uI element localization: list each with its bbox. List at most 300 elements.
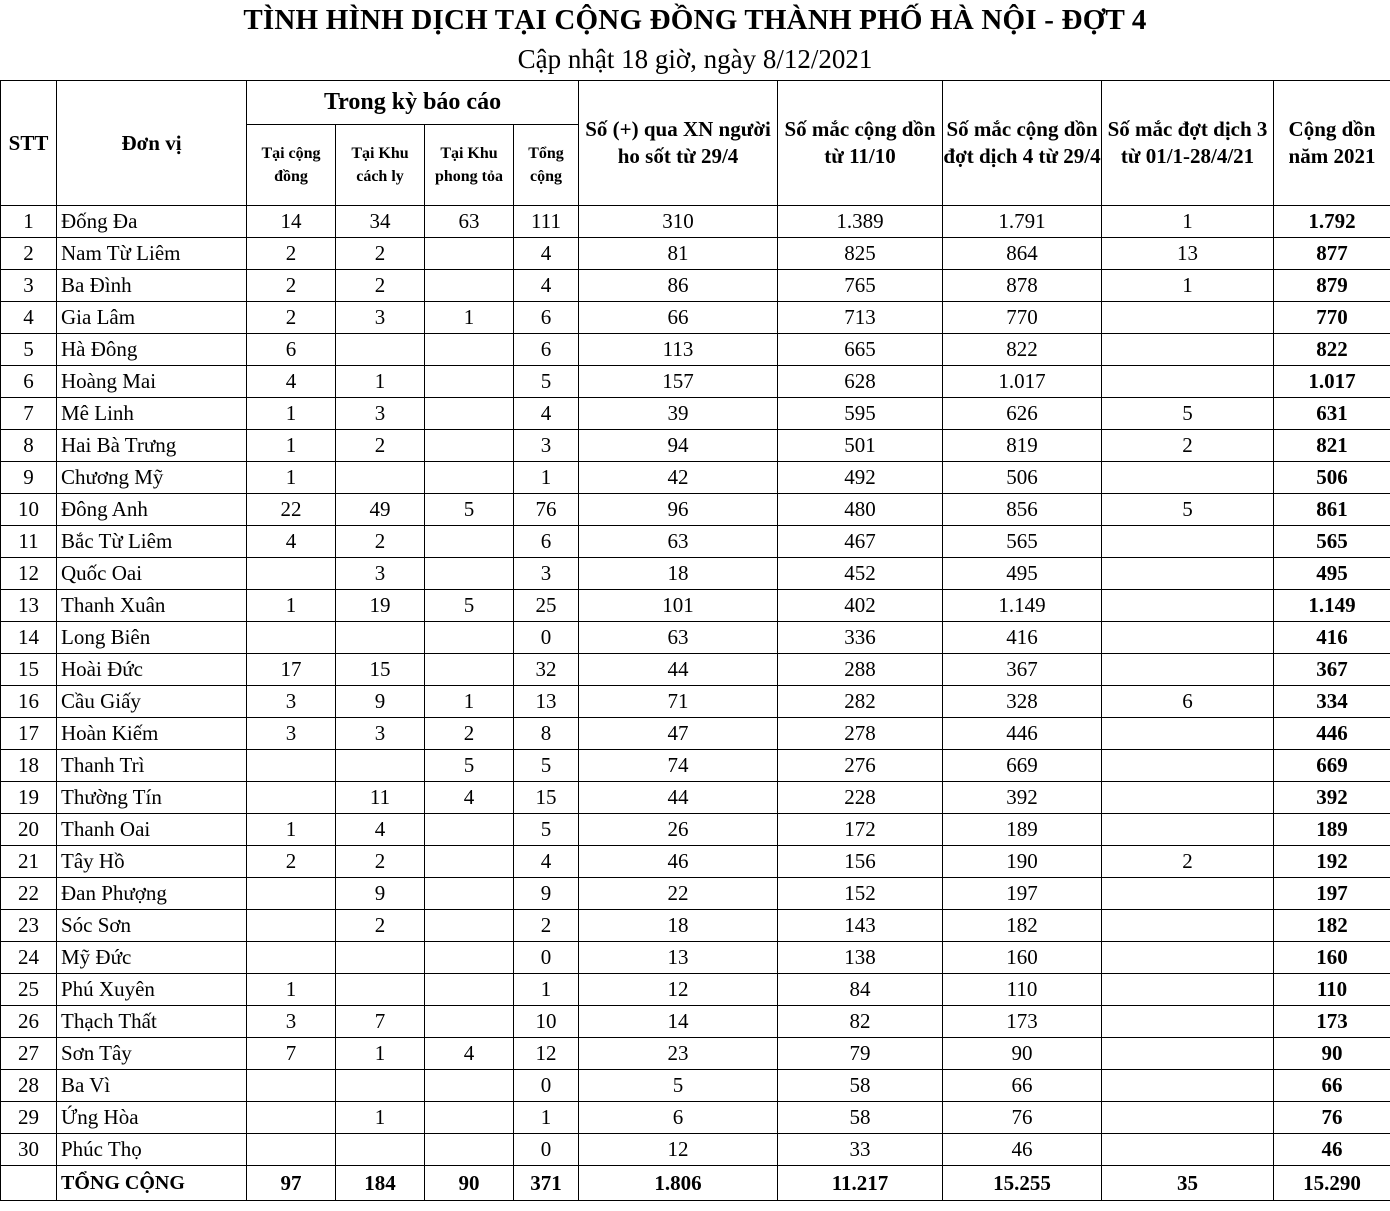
- tong-cong-cell: 5: [514, 366, 579, 398]
- table-row: [1, 974, 1390, 1006]
- so-mac-tu-11-10-cell: 501: [778, 430, 943, 462]
- tai-khu-cach-ly-cell: [336, 942, 425, 974]
- so-mac-tu-11-10-cell: 152: [778, 878, 943, 910]
- don-vi-cell: Tây Hồ: [57, 846, 247, 878]
- stt-cell: 29: [1, 1102, 57, 1134]
- stt-cell: 16: [1, 686, 57, 718]
- so-mac-tu-11-10-cell: 143: [778, 910, 943, 942]
- tai-khu-phong-toa-cell: 2: [425, 718, 514, 750]
- so-mac-tu-11-10-cell: 402: [778, 590, 943, 622]
- stt-cell: 15: [1, 654, 57, 686]
- stt-cell: 9: [1, 462, 57, 494]
- so-mac-tu-11-10-cell: 228: [778, 782, 943, 814]
- total-label: TỔNG CỘNG: [57, 1166, 247, 1201]
- table-row: [1, 1134, 1390, 1166]
- cong-don-2021-cell: 367: [1274, 654, 1390, 686]
- don-vi-cell: Sơn Tây: [57, 1038, 247, 1070]
- tai-khu-cach-ly-cell: [336, 1070, 425, 1102]
- table-row: [1, 878, 1390, 910]
- tong-cong-cell: 76: [514, 494, 579, 526]
- so-duong-tinh-cell: 23: [579, 1038, 778, 1070]
- so-mac-dot-4-cell: 173: [943, 1006, 1102, 1038]
- tai-khu-phong-toa-cell: [425, 622, 514, 654]
- tai-khu-phong-toa-cell: 1: [425, 686, 514, 718]
- stt-cell: 21: [1, 846, 57, 878]
- cong-don-2021-cell: 192: [1274, 846, 1390, 878]
- so-mac-dot-3-cell: [1102, 718, 1274, 750]
- so-duong-tinh-cell: 14: [579, 1006, 778, 1038]
- tong-cong-cell: 4: [514, 270, 579, 302]
- tai-khu-cach-ly-cell: 3: [336, 398, 425, 430]
- tai-cong-dong-cell: [247, 878, 336, 910]
- so-mac-tu-11-10-cell: 282: [778, 686, 943, 718]
- tong-cong-cell: 13: [514, 686, 579, 718]
- don-vi-cell: Nam Từ Liêm: [57, 238, 247, 270]
- table-row: [1, 238, 1390, 270]
- so-mac-tu-11-10-cell: 713: [778, 302, 943, 334]
- header-so-mac-dot-4: Số mắc cộng dồn đợt dịch 4 từ 29/4: [943, 81, 1102, 206]
- stt-cell: 1: [1, 206, 57, 238]
- header-tong-cong: Tổng cộng: [514, 125, 579, 206]
- so-mac-dot-4-cell: 864: [943, 238, 1102, 270]
- so-mac-dot-4-cell: 565: [943, 526, 1102, 558]
- cong-don-2021-cell: 160: [1274, 942, 1390, 974]
- cong-don-2021-cell: 446: [1274, 718, 1390, 750]
- tong-cong-cell: 1: [514, 1102, 579, 1134]
- so-mac-tu-11-10-cell: 1.389: [778, 206, 943, 238]
- don-vi-cell: Hoàn Kiếm: [57, 718, 247, 750]
- stt-cell: 2: [1, 238, 57, 270]
- tai-khu-cach-ly-cell: 1: [336, 1102, 425, 1134]
- so-mac-tu-11-10-cell: 336: [778, 622, 943, 654]
- don-vi-cell: Đông Anh: [57, 494, 247, 526]
- so-duong-tinh-cell: 12: [579, 1134, 778, 1166]
- header-so-mac-dot-3: Số mắc đợt dịch 3 từ 01/1-28/4/21: [1102, 81, 1274, 206]
- so-duong-tinh-cell: 46: [579, 846, 778, 878]
- so-mac-dot-3-cell: 5: [1102, 494, 1274, 526]
- don-vi-cell: Ứng Hòa: [57, 1102, 247, 1134]
- don-vi-cell: Ba Đình: [57, 270, 247, 302]
- so-duong-tinh-cell: 44: [579, 782, 778, 814]
- tai-khu-phong-toa-cell: 63: [425, 206, 514, 238]
- cong-don-2021-cell: 392: [1274, 782, 1390, 814]
- table-row: [1, 718, 1390, 750]
- cong-don-2021-cell: 334: [1274, 686, 1390, 718]
- tai-khu-phong-toa-cell: 1: [425, 302, 514, 334]
- tai-cong-dong-cell: 17: [247, 654, 336, 686]
- tong-cong-cell: 10: [514, 1006, 579, 1038]
- table-row: [1, 302, 1390, 334]
- tai-cong-dong-cell: 2: [247, 302, 336, 334]
- tai-cong-dong-cell: 4: [247, 526, 336, 558]
- so-duong-tinh-cell: 18: [579, 910, 778, 942]
- stt-cell: 10: [1, 494, 57, 526]
- tong-cong-cell: 1: [514, 974, 579, 1006]
- so-mac-tu-11-10-cell: 492: [778, 462, 943, 494]
- tong-cong-cell: 15: [514, 782, 579, 814]
- so-mac-dot-4-cell: 90: [943, 1038, 1102, 1070]
- tai-cong-dong-cell: 1: [247, 590, 336, 622]
- tong-cong-cell: 0: [514, 942, 579, 974]
- stt-cell: 11: [1, 526, 57, 558]
- so-duong-tinh-cell: 63: [579, 622, 778, 654]
- tai-khu-cach-ly-cell: 2: [336, 910, 425, 942]
- so-mac-dot-4-cell: 392: [943, 782, 1102, 814]
- so-mac-dot-3-cell: [1102, 334, 1274, 366]
- cong-don-2021-cell: 877: [1274, 238, 1390, 270]
- stt-cell: 17: [1, 718, 57, 750]
- so-mac-dot-3-cell: 13: [1102, 238, 1274, 270]
- tai-khu-phong-toa-cell: 4: [425, 782, 514, 814]
- so-mac-dot-4-cell: 878: [943, 270, 1102, 302]
- tai-cong-dong-cell: 3: [247, 1006, 336, 1038]
- tai-cong-dong-cell: [247, 622, 336, 654]
- so-mac-tu-11-10-cell: 33: [778, 1134, 943, 1166]
- tai-khu-cach-ly-cell: [336, 974, 425, 1006]
- so-mac-tu-11-10-cell: 79: [778, 1038, 943, 1070]
- tai-khu-cach-ly-cell: 1: [336, 366, 425, 398]
- stt-cell: 22: [1, 878, 57, 910]
- table-row: [1, 1006, 1390, 1038]
- tai-khu-phong-toa-cell: [425, 334, 514, 366]
- tong-cong-cell: 8: [514, 718, 579, 750]
- don-vi-cell: Đan Phượng: [57, 878, 247, 910]
- cong-don-2021-cell: 631: [1274, 398, 1390, 430]
- header-tai-cong-dong: Tại cộng đồng: [247, 125, 336, 206]
- so-mac-dot-3-cell: [1102, 302, 1274, 334]
- so-mac-dot-3-cell: [1102, 622, 1274, 654]
- don-vi-cell: Long Biên: [57, 622, 247, 654]
- table-row: [1, 622, 1390, 654]
- table-row: [1, 494, 1390, 526]
- table-row: [1, 462, 1390, 494]
- table-row: [1, 526, 1390, 558]
- so-mac-tu-11-10-cell: 82: [778, 1006, 943, 1038]
- so-mac-dot-3-cell: [1102, 366, 1274, 398]
- total-cell: 11.217: [778, 1166, 943, 1201]
- cong-don-2021-cell: 90: [1274, 1038, 1390, 1070]
- so-mac-dot-4-cell: 819: [943, 430, 1102, 462]
- don-vi-cell: Thanh Xuân: [57, 590, 247, 622]
- tai-cong-dong-cell: 2: [247, 846, 336, 878]
- don-vi-cell: Phú Xuyên: [57, 974, 247, 1006]
- so-duong-tinh-cell: 26: [579, 814, 778, 846]
- tai-khu-cach-ly-cell: 3: [336, 558, 425, 590]
- so-mac-dot-3-cell: [1102, 526, 1274, 558]
- total-cell: 184: [336, 1166, 425, 1201]
- so-mac-tu-11-10-cell: 138: [778, 942, 943, 974]
- don-vi-cell: Mê Linh: [57, 398, 247, 430]
- so-duong-tinh-cell: 157: [579, 366, 778, 398]
- so-duong-tinh-cell: 47: [579, 718, 778, 750]
- tong-cong-cell: 6: [514, 526, 579, 558]
- cong-don-2021-cell: 416: [1274, 622, 1390, 654]
- tai-cong-dong-cell: [247, 942, 336, 974]
- table-row: [1, 1070, 1390, 1102]
- don-vi-cell: Gia Lâm: [57, 302, 247, 334]
- tong-cong-cell: 6: [514, 302, 579, 334]
- stt-cell: 3: [1, 270, 57, 302]
- so-duong-tinh-cell: 44: [579, 654, 778, 686]
- tai-khu-phong-toa-cell: [425, 942, 514, 974]
- header-don-vi: Đơn vị: [57, 81, 247, 206]
- cong-don-2021-cell: 821: [1274, 430, 1390, 462]
- stt-cell: 23: [1, 910, 57, 942]
- so-duong-tinh-cell: 22: [579, 878, 778, 910]
- don-vi-cell: Chương Mỹ: [57, 462, 247, 494]
- don-vi-cell: Đống Đa: [57, 206, 247, 238]
- so-mac-tu-11-10-cell: 156: [778, 846, 943, 878]
- so-duong-tinh-cell: 18: [579, 558, 778, 590]
- tai-khu-phong-toa-cell: [425, 974, 514, 1006]
- don-vi-cell: Cầu Giấy: [57, 686, 247, 718]
- so-mac-dot-3-cell: [1102, 590, 1274, 622]
- tai-khu-phong-toa-cell: 5: [425, 494, 514, 526]
- total-cell: 15.255: [943, 1166, 1102, 1201]
- so-mac-dot-4-cell: 856: [943, 494, 1102, 526]
- table-row: [1, 590, 1390, 622]
- so-mac-dot-3-cell: [1102, 1102, 1274, 1134]
- so-duong-tinh-cell: 13: [579, 942, 778, 974]
- table-row: [1, 270, 1390, 302]
- stt-cell: 19: [1, 782, 57, 814]
- tong-cong-cell: 4: [514, 846, 579, 878]
- so-duong-tinh-cell: 86: [579, 270, 778, 302]
- tai-cong-dong-cell: [247, 558, 336, 590]
- cong-don-2021-cell: 189: [1274, 814, 1390, 846]
- tong-cong-cell: 32: [514, 654, 579, 686]
- so-duong-tinh-cell: 310: [579, 206, 778, 238]
- tong-cong-cell: 0: [514, 1134, 579, 1166]
- table-row: [1, 910, 1390, 942]
- header-trong-ky-bao-cao: Trong kỳ báo cáo: [247, 81, 579, 125]
- tai-khu-phong-toa-cell: [425, 654, 514, 686]
- tai-cong-dong-cell: 4: [247, 366, 336, 398]
- tong-cong-cell: 9: [514, 878, 579, 910]
- page-title: TÌNH HÌNH DỊCH TẠI CỘNG ĐỒNG THÀNH PHỐ HÀ NỘI - ĐỢT 4: [243, 4, 1147, 36]
- so-mac-tu-11-10-cell: 288: [778, 654, 943, 686]
- so-mac-tu-11-10-cell: 480: [778, 494, 943, 526]
- so-mac-dot-3-cell: 6: [1102, 686, 1274, 718]
- tong-cong-cell: 5: [514, 814, 579, 846]
- don-vi-cell: Sóc Sơn: [57, 910, 247, 942]
- cong-don-2021-cell: 1.017: [1274, 366, 1390, 398]
- total-row: [1, 1166, 1390, 1201]
- stt-cell: 18: [1, 750, 57, 782]
- total-cell: 1.806: [579, 1166, 778, 1201]
- cong-don-2021-cell: 110: [1274, 974, 1390, 1006]
- tong-cong-cell: 4: [514, 238, 579, 270]
- cong-don-2021-cell: 182: [1274, 910, 1390, 942]
- so-mac-dot-3-cell: [1102, 654, 1274, 686]
- table-row: [1, 206, 1390, 238]
- header-so-duong-tinh: Số (+) qua XN người ho sốt từ 29/4: [579, 81, 778, 206]
- tong-cong-cell: 5: [514, 750, 579, 782]
- tai-khu-cach-ly-cell: 34: [336, 206, 425, 238]
- don-vi-cell: Hoàng Mai: [57, 366, 247, 398]
- tai-cong-dong-cell: 1: [247, 430, 336, 462]
- tai-khu-phong-toa-cell: [425, 814, 514, 846]
- cong-don-2021-cell: 822: [1274, 334, 1390, 366]
- tai-khu-cach-ly-cell: 9: [336, 686, 425, 718]
- don-vi-cell: Quốc Oai: [57, 558, 247, 590]
- header-so-mac-tu-11-10: Số mắc cộng dồn từ 11/10: [778, 81, 943, 206]
- table-row: [1, 654, 1390, 686]
- so-mac-dot-4-cell: 197: [943, 878, 1102, 910]
- tong-cong-cell: 0: [514, 622, 579, 654]
- tong-cong-cell: 1: [514, 462, 579, 494]
- don-vi-cell: Thường Tín: [57, 782, 247, 814]
- stt-cell: 6: [1, 366, 57, 398]
- so-mac-tu-11-10-cell: 58: [778, 1102, 943, 1134]
- tai-cong-dong-cell: 1: [247, 398, 336, 430]
- don-vi-cell: Bắc Từ Liêm: [57, 526, 247, 558]
- tong-cong-cell: 0: [514, 1070, 579, 1102]
- so-duong-tinh-cell: 42: [579, 462, 778, 494]
- so-mac-dot-3-cell: 2: [1102, 846, 1274, 878]
- so-mac-dot-4-cell: 367: [943, 654, 1102, 686]
- so-mac-dot-3-cell: [1102, 974, 1274, 1006]
- table-row: [1, 1038, 1390, 1070]
- tai-khu-cach-ly-cell: [336, 622, 425, 654]
- cong-don-2021-cell: 565: [1274, 526, 1390, 558]
- so-duong-tinh-cell: 94: [579, 430, 778, 462]
- so-mac-dot-3-cell: [1102, 910, 1274, 942]
- don-vi-cell: Thạch Thất: [57, 1006, 247, 1038]
- tai-khu-phong-toa-cell: [425, 526, 514, 558]
- stt-cell: 13: [1, 590, 57, 622]
- cong-don-2021-cell: 1.149: [1274, 590, 1390, 622]
- tai-cong-dong-cell: 7: [247, 1038, 336, 1070]
- tai-khu-phong-toa-cell: [425, 366, 514, 398]
- stt-cell: 5: [1, 334, 57, 366]
- tai-cong-dong-cell: 14: [247, 206, 336, 238]
- tai-khu-phong-toa-cell: [425, 462, 514, 494]
- tong-cong-cell: 4: [514, 398, 579, 430]
- table-row: [1, 782, 1390, 814]
- cong-don-2021-cell: 506: [1274, 462, 1390, 494]
- total-cell: 90: [425, 1166, 514, 1201]
- tai-khu-cach-ly-cell: 2: [336, 846, 425, 878]
- stt-cell: 14: [1, 622, 57, 654]
- tai-cong-dong-cell: [247, 1102, 336, 1134]
- so-mac-tu-11-10-cell: 595: [778, 398, 943, 430]
- so-mac-dot-3-cell: [1102, 1006, 1274, 1038]
- so-mac-dot-3-cell: [1102, 462, 1274, 494]
- table-row: [1, 750, 1390, 782]
- tong-cong-cell: 111: [514, 206, 579, 238]
- table-row: [1, 686, 1390, 718]
- tong-cong-cell: 25: [514, 590, 579, 622]
- so-mac-tu-11-10-cell: 467: [778, 526, 943, 558]
- don-vi-cell: Ba Vì: [57, 1070, 247, 1102]
- total-cell: [1, 1166, 57, 1201]
- stt-cell: 24: [1, 942, 57, 974]
- cong-don-2021-cell: 861: [1274, 494, 1390, 526]
- tai-khu-cach-ly-cell: 19: [336, 590, 425, 622]
- table-row: [1, 430, 1390, 462]
- so-mac-dot-3-cell: [1102, 782, 1274, 814]
- tai-khu-phong-toa-cell: [425, 398, 514, 430]
- so-mac-dot-4-cell: 822: [943, 334, 1102, 366]
- stt-cell: 25: [1, 974, 57, 1006]
- so-mac-dot-4-cell: 626: [943, 398, 1102, 430]
- tai-cong-dong-cell: 1: [247, 814, 336, 846]
- cong-don-2021-cell: 495: [1274, 558, 1390, 590]
- tong-cong-cell: 12: [514, 1038, 579, 1070]
- so-mac-dot-4-cell: 160: [943, 942, 1102, 974]
- tai-khu-cach-ly-cell: [336, 462, 425, 494]
- tai-cong-dong-cell: 22: [247, 494, 336, 526]
- tong-cong-cell: 3: [514, 558, 579, 590]
- cong-don-2021-cell: 879: [1274, 270, 1390, 302]
- so-mac-dot-3-cell: 1: [1102, 270, 1274, 302]
- tai-khu-cach-ly-cell: 2: [336, 270, 425, 302]
- table-body: [1, 206, 1390, 1166]
- table-row: [1, 1102, 1390, 1134]
- tai-cong-dong-cell: [247, 782, 336, 814]
- stt-cell: 20: [1, 814, 57, 846]
- tai-khu-phong-toa-cell: 4: [425, 1038, 514, 1070]
- so-mac-dot-3-cell: 5: [1102, 398, 1274, 430]
- tai-khu-phong-toa-cell: [425, 846, 514, 878]
- tai-khu-phong-toa-cell: [425, 1134, 514, 1166]
- cong-don-2021-cell: 76: [1274, 1102, 1390, 1134]
- header-tai-khu-phong-toa: Tại Khu phong tỏa: [425, 125, 514, 206]
- so-duong-tinh-cell: 113: [579, 334, 778, 366]
- so-mac-tu-11-10-cell: 172: [778, 814, 943, 846]
- tong-cong-cell: 3: [514, 430, 579, 462]
- so-duong-tinh-cell: 81: [579, 238, 778, 270]
- tai-khu-cach-ly-cell: 3: [336, 718, 425, 750]
- tai-cong-dong-cell: 6: [247, 334, 336, 366]
- tai-khu-phong-toa-cell: [425, 430, 514, 462]
- so-mac-dot-3-cell: 1: [1102, 206, 1274, 238]
- tai-khu-phong-toa-cell: [425, 1070, 514, 1102]
- so-mac-dot-3-cell: [1102, 878, 1274, 910]
- so-duong-tinh-cell: 74: [579, 750, 778, 782]
- tai-khu-cach-ly-cell: [336, 334, 425, 366]
- don-vi-cell: Hoài Đức: [57, 654, 247, 686]
- so-duong-tinh-cell: 96: [579, 494, 778, 526]
- tai-cong-dong-cell: 2: [247, 270, 336, 302]
- so-mac-dot-4-cell: 495: [943, 558, 1102, 590]
- so-duong-tinh-cell: 5: [579, 1070, 778, 1102]
- header-stt: STT: [1, 81, 57, 206]
- so-mac-dot-3-cell: [1102, 750, 1274, 782]
- tai-cong-dong-cell: 3: [247, 686, 336, 718]
- so-mac-dot-4-cell: 76: [943, 1102, 1102, 1134]
- so-mac-dot-3-cell: [1102, 1038, 1274, 1070]
- so-duong-tinh-cell: 63: [579, 526, 778, 558]
- so-mac-tu-11-10-cell: 825: [778, 238, 943, 270]
- tai-khu-phong-toa-cell: 5: [425, 750, 514, 782]
- stt-cell: 7: [1, 398, 57, 430]
- so-mac-dot-4-cell: 1.791: [943, 206, 1102, 238]
- so-mac-tu-11-10-cell: 628: [778, 366, 943, 398]
- tai-cong-dong-cell: [247, 1134, 336, 1166]
- tai-khu-cach-ly-cell: [336, 750, 425, 782]
- tai-khu-phong-toa-cell: [425, 878, 514, 910]
- tai-khu-phong-toa-cell: [425, 238, 514, 270]
- stt-cell: 12: [1, 558, 57, 590]
- tai-khu-cach-ly-cell: 2: [336, 526, 425, 558]
- so-duong-tinh-cell: 39: [579, 398, 778, 430]
- total-cell: 15.290: [1274, 1166, 1390, 1201]
- statistics-table: [0, 80, 1390, 1201]
- so-mac-tu-11-10-cell: 665: [778, 334, 943, 366]
- so-mac-tu-11-10-cell: 765: [778, 270, 943, 302]
